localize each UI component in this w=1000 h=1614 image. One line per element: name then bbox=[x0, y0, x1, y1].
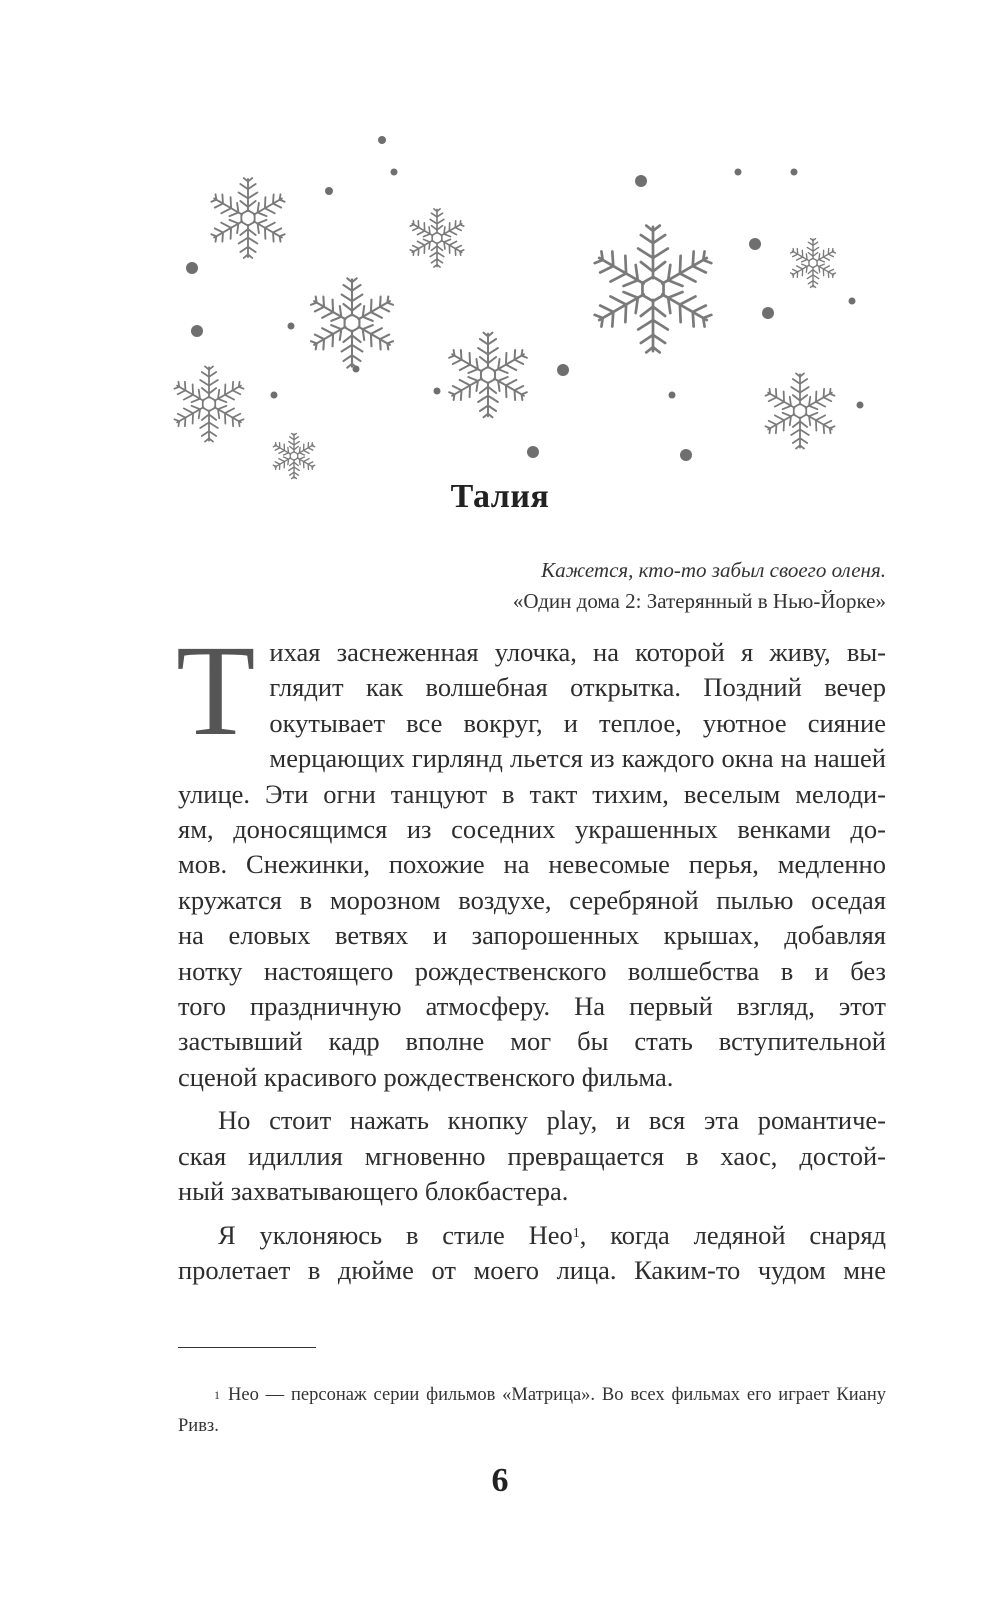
paragraph-2 bbox=[178, 1103, 886, 1209]
snowflake-icon bbox=[789, 239, 837, 288]
snow-dot bbox=[378, 136, 386, 144]
snow-dot bbox=[680, 449, 692, 461]
paragraph-1 bbox=[176, 619, 886, 1095]
text-fragment: Я уклоняюсь в стиле Нео bbox=[218, 1219, 573, 1250]
snowflake-icon bbox=[172, 366, 246, 441]
epigraph-quote: Кажется, кто-то забыл своего оленя. bbox=[541, 558, 886, 582]
text-line: на еловых ветвях и запорошенных крышах, добавляя bbox=[178, 920, 886, 951]
snowflakes-illustration bbox=[0, 0, 1000, 500]
text-line: нотку настоящего рождественского волшебства в и без bbox=[178, 955, 886, 986]
text-line: ихая заснеженная улочка, на которой я живу, вы- bbox=[269, 637, 886, 667]
snow-dot bbox=[857, 402, 864, 409]
snow-dot bbox=[791, 169, 798, 176]
text-line: мов. Снежинки, похожие на невесомые перья, медленно bbox=[178, 849, 886, 880]
text-line: улице. Эти огни танцуют в такт тихим, веселым мелоди- bbox=[178, 778, 886, 809]
snow-dot bbox=[762, 307, 774, 319]
text-line: Но стоит нажать кнопку play, и вся эта романтиче- bbox=[218, 1105, 886, 1136]
footnote-reference[interactable]: 1 bbox=[572, 1225, 580, 1241]
page-number: 6 bbox=[491, 1462, 509, 1499]
body-text bbox=[176, 619, 886, 1288]
snowflake-icon bbox=[591, 226, 716, 353]
snow-dot bbox=[434, 388, 441, 395]
snowflake-icon bbox=[272, 433, 316, 478]
snow-dot bbox=[186, 262, 198, 274]
text-line: ская идиллия мгновенно превращается в хаос, достой- bbox=[178, 1140, 886, 1171]
epigraph-source: «Один дома 2: Затерянный в Нью-Йорке» bbox=[512, 589, 886, 613]
snow-dot bbox=[735, 169, 742, 176]
footnote-number: 1 bbox=[214, 1388, 220, 1402]
snow-dot bbox=[271, 392, 278, 399]
snow-dot bbox=[391, 169, 398, 176]
snow-dot bbox=[849, 298, 856, 305]
chapter-title: Талия bbox=[450, 478, 550, 515]
drop-cap: Т bbox=[176, 619, 256, 763]
snow-dot bbox=[669, 392, 676, 399]
paragraph-3 bbox=[178, 1218, 886, 1289]
snowflake-icon bbox=[408, 209, 465, 267]
text-fragment: , когда ледяной снаряд bbox=[579, 1219, 886, 1250]
snowflake-icon bbox=[308, 278, 396, 367]
text-line: кружатся в морозном воздухе, серебряной пылью оседая bbox=[178, 884, 886, 915]
snowflake-icon bbox=[763, 373, 837, 448]
text-line bbox=[178, 1218, 886, 1253]
snow-dot bbox=[557, 364, 569, 376]
text-line: пролетает в дюйме от моего лица. Каким-то чудом мне bbox=[178, 1254, 886, 1285]
text-line: того праздничную атмосферу. На первый взгляд, этот bbox=[178, 991, 886, 1022]
snow-dot bbox=[288, 323, 295, 330]
footnote-text: Нео — персонаж серии фильмов «Матрица». Во всех фильмах его играет Киану Ривз. bbox=[178, 1385, 886, 1436]
text-line: сценой красивого рождественского фильма. bbox=[178, 1061, 674, 1092]
footnote bbox=[178, 1380, 886, 1442]
text-line: ный захватывающего блокбастера. bbox=[178, 1176, 569, 1207]
text-line: окутывает все вокруг, и теплое, уютное сияние bbox=[269, 707, 886, 738]
snow-dot bbox=[353, 366, 360, 373]
text-line: ям, доносящимся из соседних украшенных венками до- bbox=[178, 814, 886, 845]
snow-dot bbox=[635, 175, 647, 187]
epigraph bbox=[513, 555, 886, 617]
snow-dot bbox=[325, 187, 333, 195]
snowflake-icon bbox=[446, 333, 529, 418]
snow-dot bbox=[191, 325, 203, 337]
snow-dot bbox=[527, 446, 539, 458]
snow-dot bbox=[749, 238, 761, 250]
text-line: глядит как волшебная открытка. Поздний вечер bbox=[269, 672, 886, 703]
text-line: мерцающих гирлянд льется из каждого окна на нашей bbox=[269, 743, 886, 774]
footnote-separator bbox=[178, 1347, 316, 1348]
snowflake-icon bbox=[209, 178, 288, 258]
text-line: застывший кадр вполне мог бы стать вступительной bbox=[178, 1026, 886, 1057]
